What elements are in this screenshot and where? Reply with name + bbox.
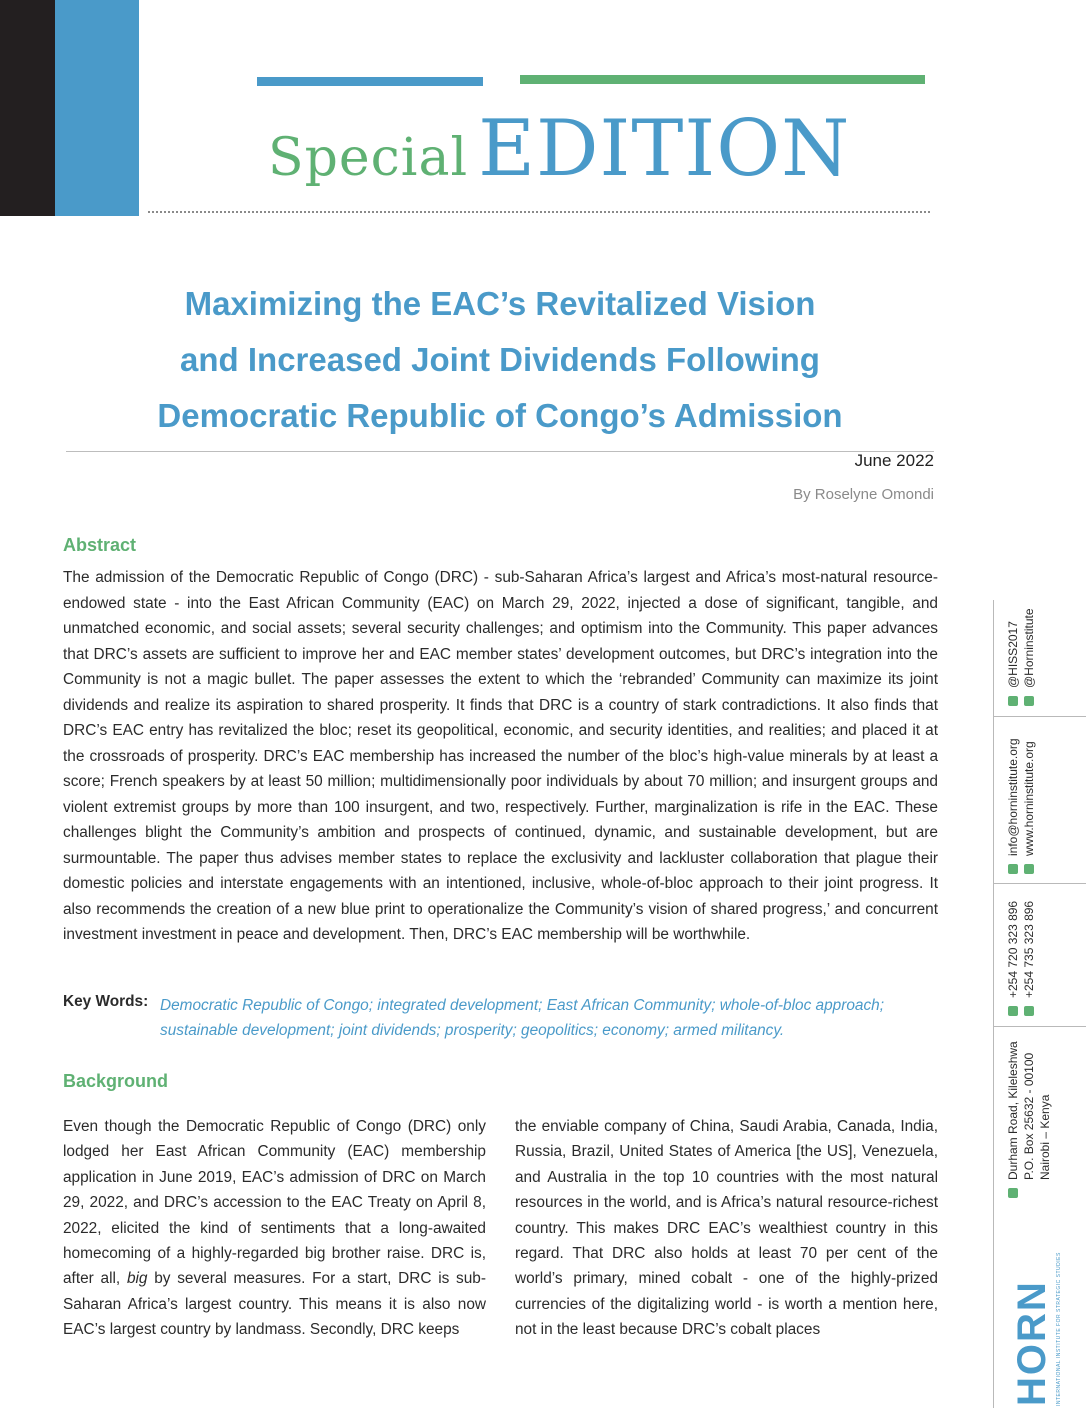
globe-icon <box>1024 864 1034 874</box>
sidebar-website[interactable]: www.horninstitute.org <box>1022 741 1036 856</box>
sidebar-phone-1: +254 720 323 896 <box>1006 900 1020 998</box>
title-line-2: and Increased Joint Dividends Following <box>180 341 820 378</box>
horn-logo <box>1010 1226 1062 1406</box>
sidebar-twitter[interactable]: @HISS2017 <box>1006 621 1020 688</box>
sidebar-phone-2: +254 735 323 896 <box>1022 900 1036 998</box>
sidebar-address-2: P.O. Box 25632 - 00100 <box>1022 1052 1036 1180</box>
sidebar-facebook[interactable]: @Horninstitute <box>1022 608 1036 688</box>
left-band-black <box>0 0 55 216</box>
sidebar-address-1: Durham Road, Kileleshwa <box>1006 1041 1020 1180</box>
location-pin-icon <box>1008 1188 1018 1198</box>
masthead-bar-green <box>520 75 925 84</box>
masthead <box>268 104 938 200</box>
left-band-blue <box>55 0 139 216</box>
masthead-bar-blue <box>257 77 483 86</box>
keywords-text: Democratic Republic of Congo; integrated development; East African Community; whole-of-bloc approach; sustainable development; joint dividends; prosperity; geopolitics; economy; armed militancy. <box>160 997 885 1039</box>
abstract-heading: Abstract <box>63 535 137 555</box>
background-col1-part1: Even though the Democratic Republic of Congo (DRC) only lodged her East African Community (EAC) membership application in June 2019, EAC’s admission of DRC on March 29, 2022, and DRC’s accession to the EAC Treaty on April 8, 2022, elicited the kind of sentiments that a long-awaited homecoming of a highly-regarded big brother raise. DRC is, after all, <box>63 1118 486 1288</box>
keywords-label: Key Words: <box>63 993 149 1010</box>
abstract-text: The admission of the Democratic Republic of Congo (DRC) - sub-Saharan Africa’s largest and Africa’s most-natural resource-endowed state - into the East African Community (EAC) on March 29, 2022, injected a dose of significant, tangible, and unmatched economic, and social assets; several security challenges; and optimism into the Community. This paper advances that DRC’s assets are sufficient to improve her and EAC member states’ development outcomes, but DRC’s integration into the Community is not a magic bullet. The paper assesses the extent to which the ‘rebranded’ Community can maximize its joint dividends and realize its aspiration to shared prosperity. It finds that DRC is a country of stark contradictions. It also finds that DRC’s EAC entry has revitalized the bloc; reset its geopolitical, economic, and security identities, and realities; and placed it at the crossroads of prosperity. DRC’s EAC membership has increased the number of the bloc’s high-value minerals by at least a score; French speakers by at least 50 million; multidimensionally poor individuals by about 70 million; and insurgent groups and violent extremist groups by more than 100 insurgent, and two, respectively. Further, marginalization is rife in the EAC. These challenges blight the Community’s ambition and prospects of continued, dynamic, and sustainable development, but are surmountable. The paper thus advises member states to replace the exclusivity and lackluster collaboration that plague their domestic policies and interstate engagements with an intentioned, inclusive, whole-of-bloc approach to their joint progress. It also recommends the creation of a new blue print to operationalize the Community’s vision of shared progress,’ and concurrent investment investment in peace and development. Then, DRC’s EAC membership will be worthwhile. <box>63 569 938 943</box>
title-line-3: Democratic Republic of Congo’s Admission <box>157 397 843 434</box>
background-col1-part2: by several measures. For a start, DRC is sub-Saharan Africa’s largest country. This means it is also now EAC’s largest country by landmass. Secondly, DRC keeps <box>63 1270 486 1339</box>
twitter-icon <box>1008 696 1018 706</box>
masthead-edition: EDITION <box>478 104 851 194</box>
facebook-icon <box>1024 696 1034 706</box>
title-line-1: Maximizing the EAC’s Revitalized Vision <box>184 285 816 322</box>
logo-wordmark: HORN <box>1010 1280 1054 1406</box>
background-column-2: the enviable company of China, Saudi Arabia, Canada, India, Russia, Brazil, United States of America [the US], Venezuela, and Australia in the top 10 countries with the most natural resources in the world, and is Africa’s natural resource-richest country. This makes DRC EAC’s wealthiest country in this regard. That DRC also holds at least 70 per cent of the world’s primary, mined cobalt - one of the highly-prized currencies of the digitalizing world - is worth a mention here, not in the least because DRC’s cobalt places <box>515 1118 938 1339</box>
background-column-1 <box>63 1114 486 1343</box>
sidebar-address-3: Nairobi – Kenya <box>1038 1094 1052 1180</box>
masthead-divider <box>148 211 930 213</box>
background-heading: Background <box>63 1071 169 1091</box>
author-byline: By Roselyne Omondi <box>793 486 934 503</box>
publication-date: June 2022 <box>854 451 934 470</box>
sidebar-email[interactable]: info@horninstitute.org <box>1006 738 1020 856</box>
sidebar-divider <box>993 1026 1086 1027</box>
sidebar-divider <box>993 716 1086 717</box>
mobile-icon <box>1024 1006 1034 1016</box>
masthead-special: Special <box>268 128 469 188</box>
background-col1-italic: big <box>126 1270 148 1288</box>
phone-icon <box>1008 1006 1018 1016</box>
paper-title <box>60 276 940 444</box>
logo-tagline: INTERNATIONAL INSTITUTE FOR STRATEGIC STUDIES <box>1056 1252 1062 1406</box>
email-icon <box>1008 864 1018 874</box>
sidebar-divider <box>993 883 1086 884</box>
sidebar-rule-vertical <box>993 600 994 1408</box>
date-rule <box>66 451 934 452</box>
